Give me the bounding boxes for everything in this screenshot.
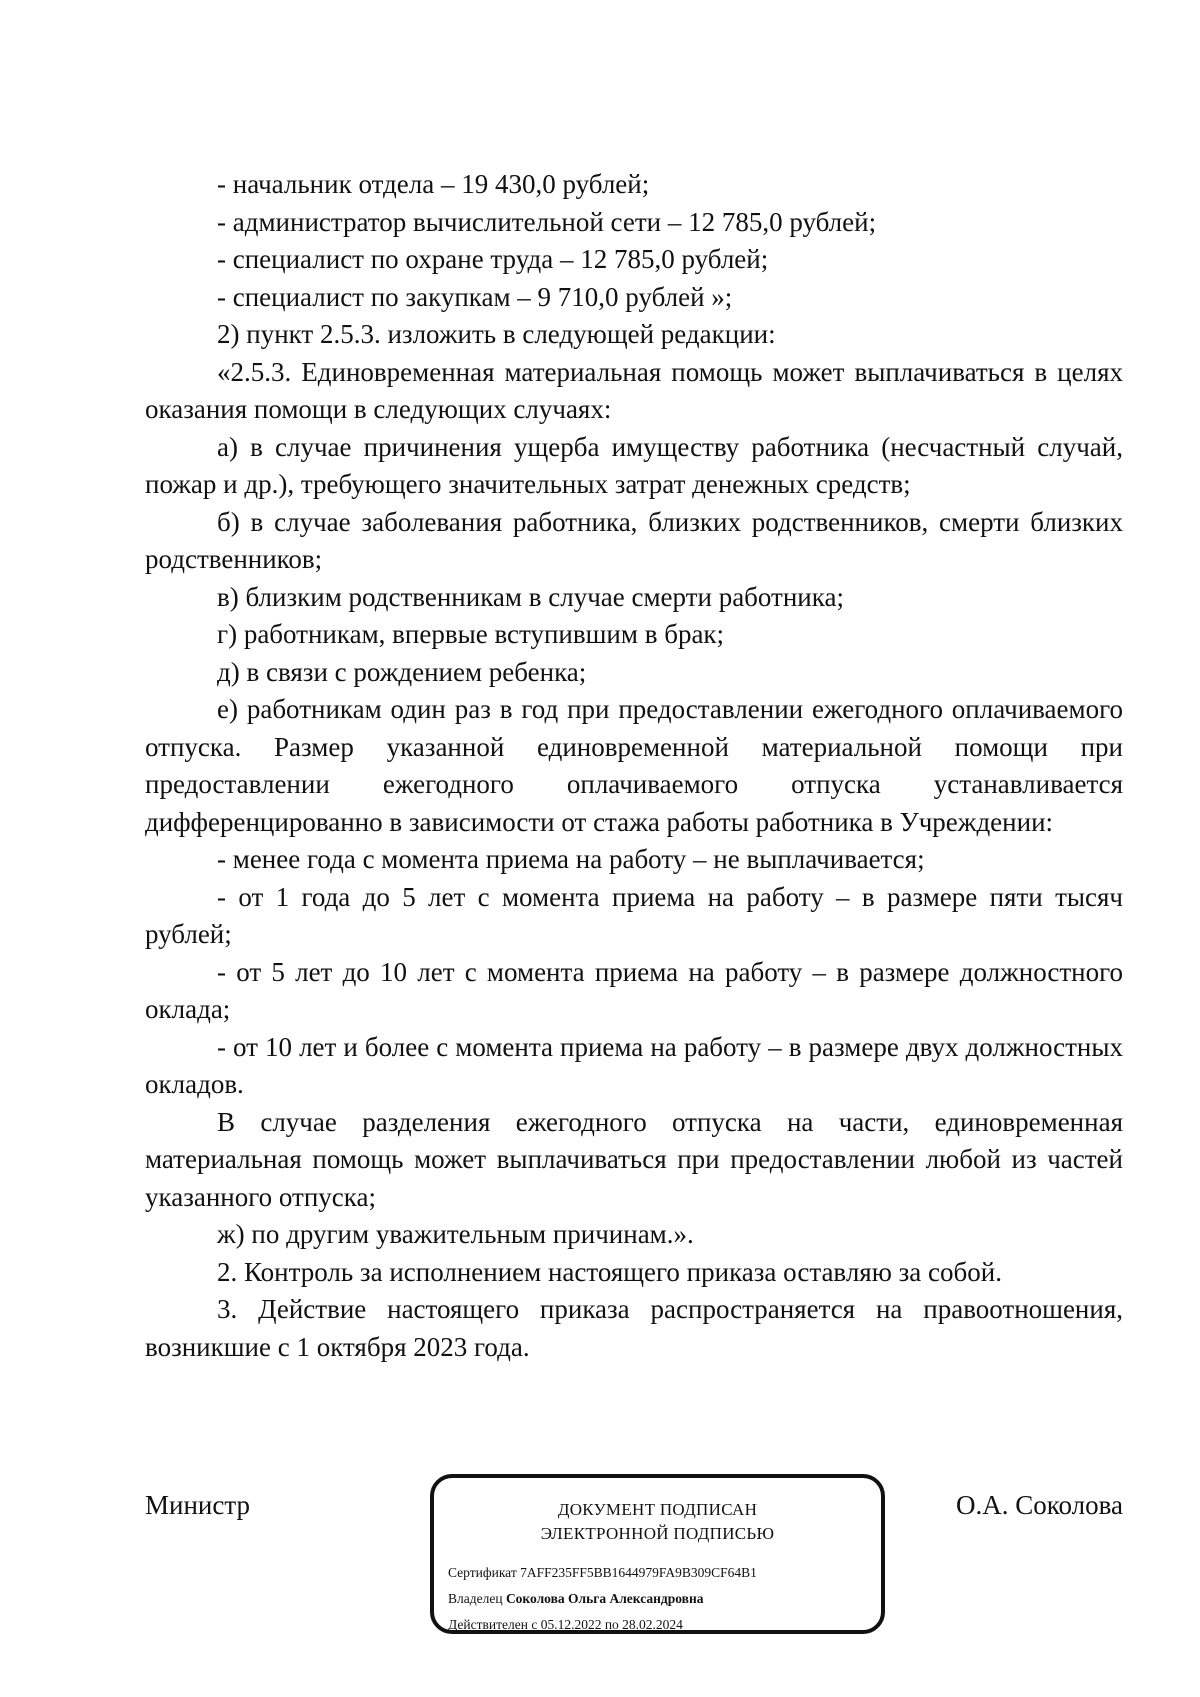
stamp-title-line1: ДОКУМЕНТ ПОДПИСАН xyxy=(557,1500,758,1519)
paragraph: в) близким родственникам в случае смерти работника; xyxy=(217,581,844,612)
stamp-valid-from-label: с xyxy=(531,1617,538,1632)
signatory-name: О.А. Соколова xyxy=(956,1490,1123,1520)
paragraph: 2. Контроль за исполнением настоящего приказа оставляю за собой. xyxy=(217,1256,1002,1287)
paragraph: - администратор вычислительной сети – 12 785,0 рублей; xyxy=(217,206,877,237)
stamp-title-line2: ЭЛЕКТРОННОЙ ПОДПИСЬЮ xyxy=(540,1524,775,1543)
paragraph: 2) пункт 2.5.3. изложить в следующей редакции: xyxy=(217,319,776,349)
paragraph: - от 10 лет и более с момента приема на работу – в размере двух должностных окладов. xyxy=(145,1031,1123,1099)
stamp-details xyxy=(448,1560,881,1638)
stamp-valid-label: Действителен xyxy=(448,1617,528,1632)
paragraph: г) работникам, впервые вступившим в брак; xyxy=(217,619,725,649)
stamp-certificate-value: 7AFF235FF5BB1644979FA9B309CF64B1 xyxy=(520,1565,757,1580)
stamp-certificate-row xyxy=(448,1560,881,1586)
paragraph: «2.5.3. Единовременная материальная помощь может выплачиваться в целях оказания помощи в следующих случаях: xyxy=(145,356,1123,424)
stamp-certificate-label: Сертификат xyxy=(448,1565,517,1580)
paragraph: - специалист по закупкам – 9 710,0 рублей »; xyxy=(217,281,733,312)
paragraph: В случае разделения ежегодного отпуска на части, единовременная материальная помощь может выплачиваться при предоставлении любой из частей указанного отпуска; xyxy=(145,1106,1123,1212)
signatory-position: Министр xyxy=(145,1490,250,1520)
stamp-validity-row xyxy=(448,1612,881,1638)
stamp-owner-row xyxy=(448,1586,881,1612)
document-body xyxy=(145,166,1123,1366)
stamp-valid-to: 28.02.2024 xyxy=(622,1617,683,1632)
paragraph: - менее года с момента приема на работу – не выплачивается; xyxy=(217,844,925,874)
paragraph: е) работникам один раз в год при предоставлении ежегодного оплачиваемого отпуска. Размер указанной единовременной материальной помощи при предоставлении ежегодного оплачиваемого отпуска устанавливается дифференцированно в зависимости от стажа работы работника в Учреждении: xyxy=(145,694,1123,837)
paragraph: 3. Действие настоящего приказа распространяется на правоотношения, возникшие с 1 октября 2023 года. xyxy=(145,1294,1123,1362)
paragraph: а) в случае причинения ущерба имуществу работника (несчастный случай, пожар и др.), требующего значительных затрат денежных средств; xyxy=(145,431,1123,499)
paragraph: - начальник отдела – 19 430,0 рублей; xyxy=(217,169,650,199)
stamp-owner-value: Соколова Ольга Александровна xyxy=(505,1591,704,1606)
paragraph: б) в случае заболевания работника, близких родственников, смерти близких родственников; xyxy=(145,506,1123,574)
stamp-valid-to-label: по xyxy=(604,1617,619,1632)
stamp-header xyxy=(434,1498,881,1546)
stamp-owner-label: Владелец xyxy=(448,1591,503,1606)
paragraph: - от 5 лет до 10 лет с момента приема на работу – в размере должностного оклада; xyxy=(145,956,1123,1024)
stamp-valid-from: 05.12.2022 xyxy=(540,1617,602,1632)
paragraph: - от 1 года до 5 лет с момента приема на работу – в размере пяти тысяч рублей; xyxy=(145,881,1123,949)
paragraph: ж) по другим уважительным причинам.». xyxy=(217,1219,694,1249)
paragraph: д) в связи с рождением ребенка; xyxy=(217,656,587,687)
electronic-signature-stamp xyxy=(430,1474,885,1634)
signature-block xyxy=(145,1474,1123,1632)
paragraph: - специалист по охране труда – 12 785,0 рублей; xyxy=(217,244,769,274)
